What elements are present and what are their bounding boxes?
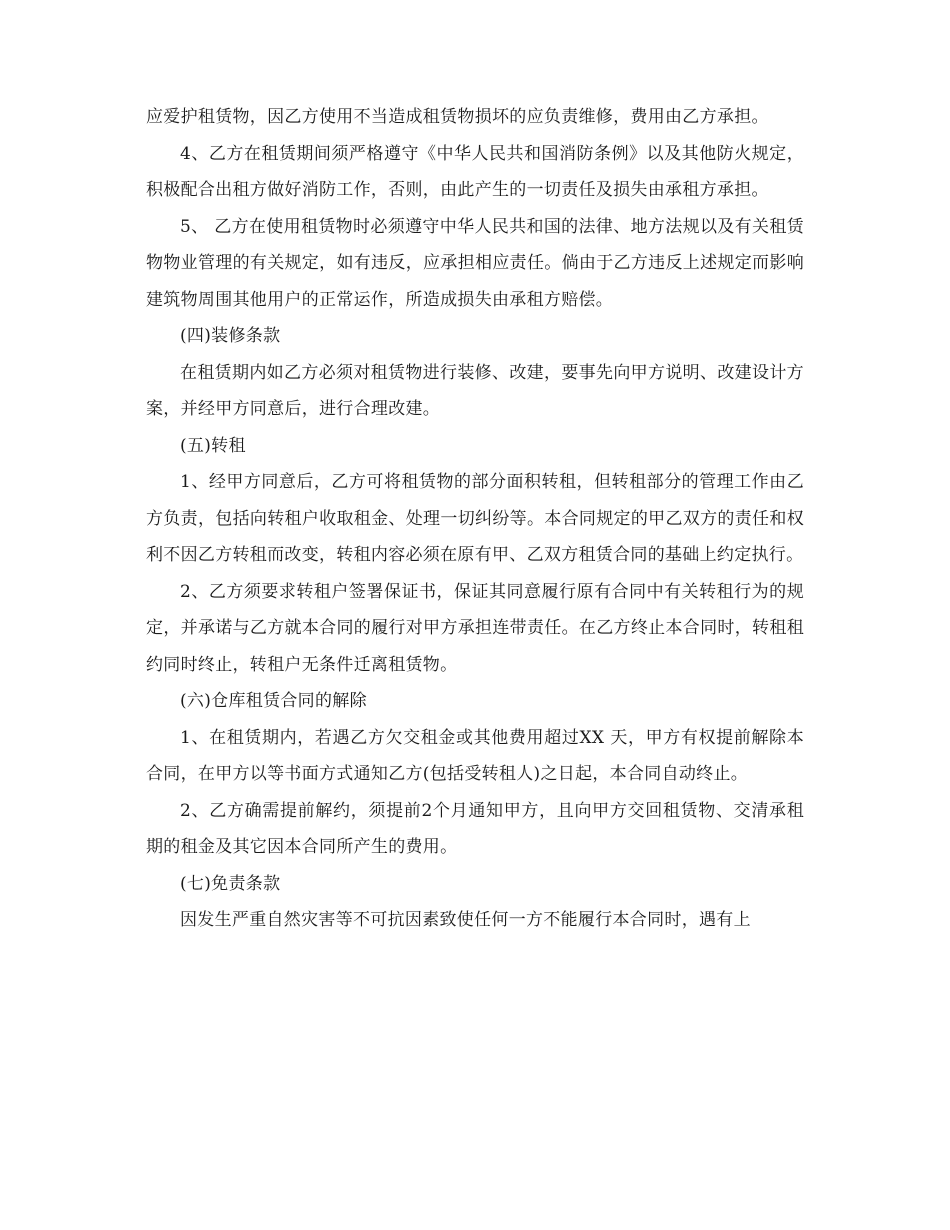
paragraph-decoration: 在租赁期内如乙方必须对租赁物进行装修、改建，要事先向甲方说明、改建设计方案，并经甲方同意后，进行合理改建。 [146,362,804,419]
section-heading-decoration: (四)装修条款 [180,326,281,346]
paragraph-force-majeure: 因发生严重自然灾害等不可抗因素致使任何一方不能履行本合同时，遇有上 [180,910,751,930]
paragraph-termination-1: 1、在租赁期内，若遇乙方欠交租金或其他费用超过XX 天，甲方有权提前解除本合同，在甲方以等书面方式通知乙方(包括受转租人)之日起，本合同自动终止。 [146,727,804,784]
paragraph-termination-2: 2、乙方确需提前解约，须提前2个月通知甲方，且向甲方交回租赁物、交清承租期的租金及其它因本合同所产生的费用。 [146,800,804,857]
paragraph-clause-5: 5、 乙方在使用租赁物时必须遵守中华人民共和国的法律、地方法规以及有关租赁物物业管理的有关规定，如有违反，应承担相应责任。倘由于乙方违反上述规定而影响建筑物周围其他用户的正常运作，所造成损失由承租方赔偿。 [146,216,804,310]
section-heading-exemption: (七)免责条款 [180,873,281,894]
paragraph-continuation: 应爱护租赁物，因乙方使用不当造成租赁物损坏的应负责维修，费用由乙方承担。 [146,107,769,127]
section-heading-termination: (六)仓库租赁合同的解除 [180,691,367,711]
paragraph-clause-4: 4、乙方在租赁期间须严格遵守《中华人民共和国消防条例》以及其他防火规定，积极配合出租方做好消防工作，否则，由此产生的一切责任及损失由承租方承担。 [146,143,804,200]
paragraph-sublease-1: 1、经甲方同意后，乙方可将租赁物的部分面积转租，但转租部分的管理工作由乙方负责，包括向转租户收取租金、处理一切纠纷等。本合同规定的甲乙双方的责任和权利不因乙方转租而改变，转租内容必须在原有甲、乙双方租赁合同的基础上约定执行。 [146,472,804,565]
section-heading-sublease: (五)转租 [180,435,246,456]
paragraph-sublease-2: 2、乙方须要求转租户签署保证书，保证其同意履行原有合同中有关转租行为的规定，并承诺与乙方就本合同的履行对甲方承担连带责任。在乙方终止本合同时，转租租约同时终止，转租户无条件迁离租赁物。 [146,581,804,675]
